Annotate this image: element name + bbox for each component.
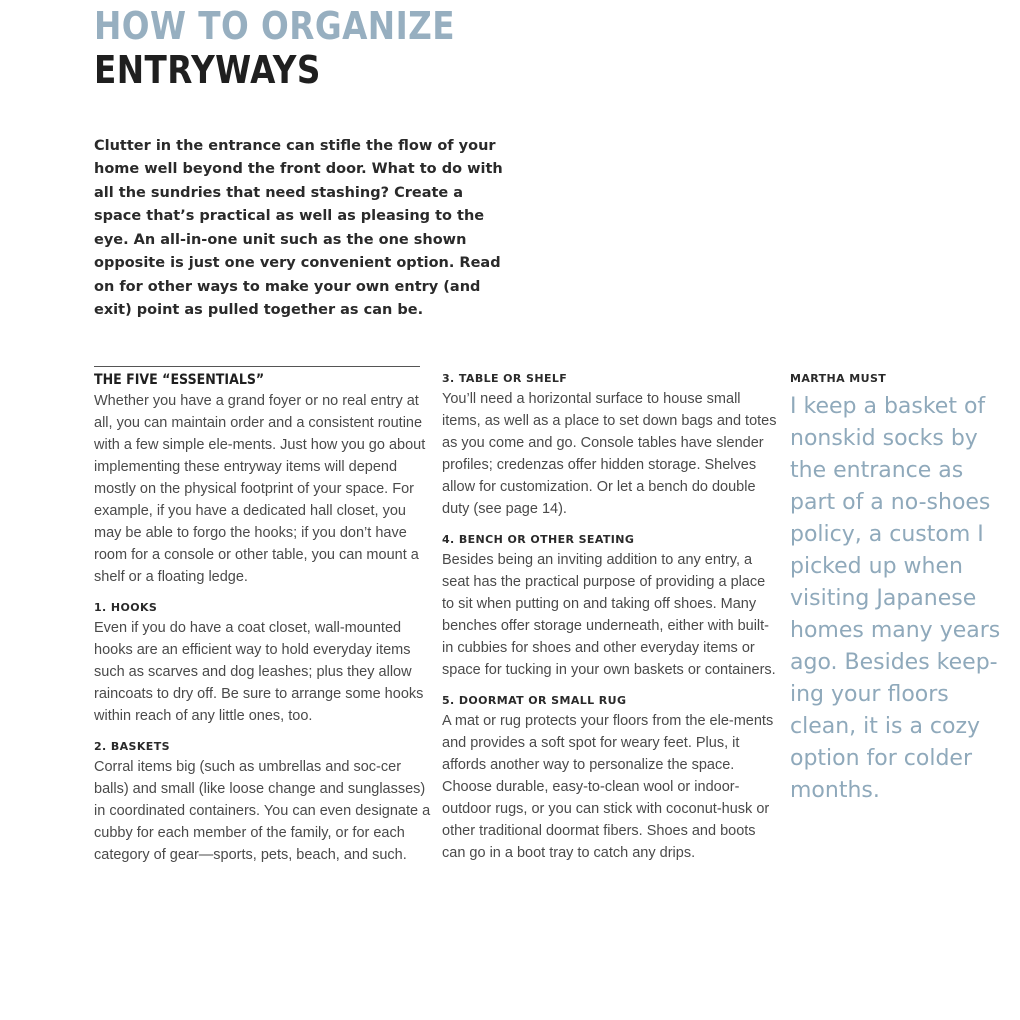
doormat-body: A mat or rug protects your floors from the ele-ments and provides a soft spot for weary feet. Plus, it affords another way to personalize the space. Choose durable, easy-to-clean wool or indoor-outdoor rugs, or you can stick with coconut-husk or other traditional doormat fibers. Shoes and boots can go in a boot tray to catch any drips. xyxy=(442,713,774,861)
essentials-body: Whether you have a grand foyer or no real entry at all, you can maintain order and a consistent routine with a few simple ele-ments. Just how you go about implementing these entryway items will depend mostly on the physical footprint of your space. For example, if you have a dedicated hall closet, you may be able to forgo the hooks; if you don’t have room for a console or other table, you can mount a shelf or a floating ledge. xyxy=(94,393,426,585)
title-line-2: ENTRYWAYS xyxy=(94,48,321,92)
hooks-section xyxy=(94,601,434,727)
table-shelf-heading: 3. TABLE OR SHELF xyxy=(442,372,568,385)
section-divider xyxy=(94,366,420,367)
hooks-body: Even if you do have a coat closet, wall-mounted hooks are an efficient way to hold everyday items such as scarves and dog leashes; plus they allow raincoats to dry off. Be sure to arrange some hooks within reach of any little ones, too. xyxy=(94,620,424,724)
column-1 xyxy=(94,372,434,879)
sidebar-column xyxy=(790,372,1015,807)
baskets-heading: 2. BASKETS xyxy=(94,740,170,753)
column-2 xyxy=(442,372,777,877)
baskets-body: Corral items big (such as umbrellas and soc-cer balls) and small (like loose change and sunglasses) in coordinated containers. You can even designate a cubby for each member of the family, or for each category of gear—sports, pets, beach, and such. xyxy=(94,759,431,863)
essentials-section xyxy=(94,372,434,588)
bench-heading: 4. BENCH OR OTHER SEATING xyxy=(442,533,635,546)
intro-paragraph: Clutter in the entrance can stifle the flow of your home well beyond the front door. What to do with all the sundries that need stashing? Create a space that’s practical as well as pleasing to the eye. An all-in-one unit such as the one shown opposite is just one very convenient option. Read on for other ways to make your own entry (and exit) point as pulled together as can be. xyxy=(94,137,503,318)
table-shelf-body: You’ll need a horizontal surface to house small items, as well as a place to set down bags and totes as you come and go. Console tables have slender profiles; credenzas offer hidden storage. Shelves allow for customization. Or let a bench do double duty (see page 14). xyxy=(442,391,777,517)
title-line-1: HOW TO ORGANIZE xyxy=(94,4,456,48)
essentials-heading: THE FIVE “ESSENTIALS” xyxy=(94,372,265,388)
baskets-section xyxy=(94,740,434,866)
bench-section xyxy=(442,533,777,681)
doormat-heading: 5. DOORMAT OR SMALL RUG xyxy=(442,694,627,707)
bench-body: Besides being an inviting addition to any entry, a seat has the practical purpose of providing a place to sit when putting on and taking off shoes. Many benches offer storage underneath, either with built-in cubbies for shoes and other everyday items or space for tucking in your own baskets or containers. xyxy=(442,552,776,678)
sidebar-quote: I keep a basket of nonskid socks by the entrance as part of a no-shoes policy, a custom I picked up when visiting Japanese homes many years ago. Besides keep-ing your floors clean, it is a cozy option for colder months. xyxy=(790,394,1001,803)
hooks-heading: 1. HOOKS xyxy=(94,601,158,614)
table-shelf-section xyxy=(442,372,777,520)
sidebar-heading: MARTHA MUST xyxy=(790,372,887,385)
doormat-section xyxy=(442,694,777,864)
